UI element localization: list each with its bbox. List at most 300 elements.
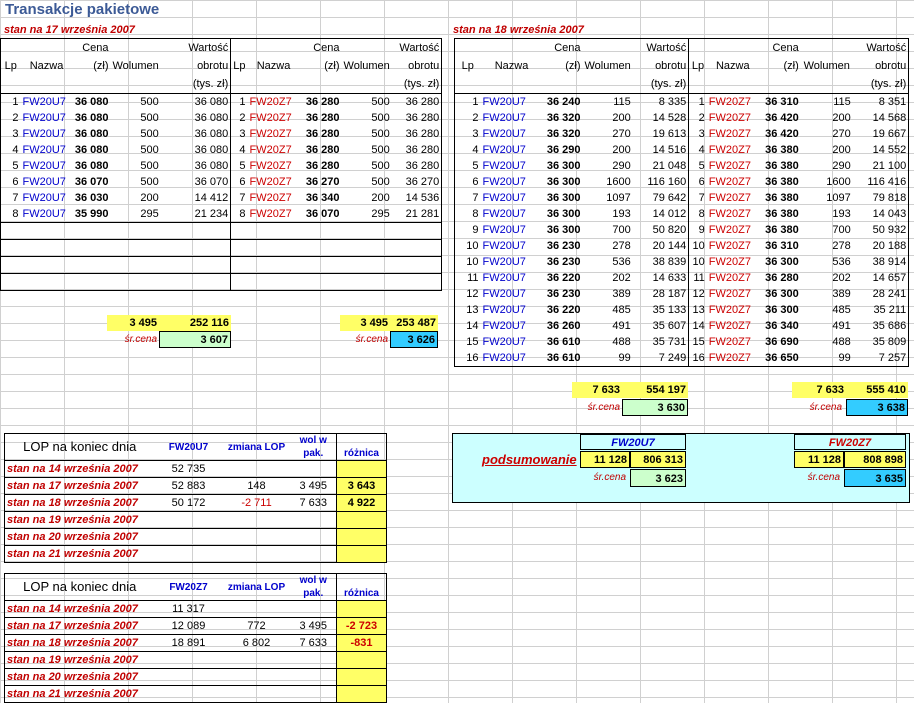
lop-volume [291, 652, 337, 669]
name-b: FW20Z7 [708, 272, 751, 284]
lp-a: 16 [455, 350, 481, 367]
value-a: 21 048 [652, 160, 687, 172]
lop-row [5, 529, 387, 546]
hdr-nazwa-b: Nazwa [256, 60, 291, 72]
lp-b: 14 [689, 318, 707, 334]
volume-a: 200 [612, 144, 631, 156]
hdr-zl: (zł) [93, 60, 109, 72]
empty-cell [161, 274, 231, 291]
value-b: 116 416 [853, 174, 909, 190]
volume-b: 1600 [826, 176, 851, 188]
lop-date: stan na 21 września 2007 [5, 686, 155, 703]
value-b: 14 552 [853, 142, 909, 158]
table-row [455, 206, 909, 222]
table-row [455, 190, 909, 206]
volume-a: 536 [612, 256, 631, 268]
name-b: FW20Z7 [708, 288, 751, 300]
name-a: FW20U7 [482, 192, 526, 204]
price-a: 36 300 [546, 176, 581, 188]
lp-a: 13 [455, 302, 481, 318]
volume-b: 200 [832, 144, 851, 156]
name-a: FW20U7 [482, 176, 526, 188]
r-hdr-wolumen-b: Wolumen [803, 60, 850, 72]
empty-cell [111, 223, 161, 240]
price-a: 36 240 [546, 96, 581, 108]
volume-a: 278 [612, 240, 631, 252]
table-row [1, 190, 442, 206]
price-b: 36 420 [765, 128, 799, 140]
name-a: FW20U7 [482, 304, 526, 316]
value-b: 21 281 [392, 206, 442, 223]
empty-cell [248, 257, 300, 274]
lop-date: stan na 20 września 2007 [5, 669, 155, 686]
lop1-title: LOP na koniec dnia [23, 439, 137, 454]
value-b: 79 818 [853, 190, 909, 206]
empty-cell [392, 240, 442, 257]
price-b: 36 340 [305, 192, 340, 204]
lop-change [223, 529, 291, 546]
value-a: 36 080 [194, 144, 229, 156]
lop2-wrap [4, 573, 387, 703]
volume-a: 500 [140, 176, 159, 188]
name-a: FW20U7 [482, 112, 526, 124]
lop2-title: LOP na koniec dnia [23, 579, 137, 594]
right-sr-b: 3 638 [846, 399, 908, 416]
value-b: 35 686 [853, 318, 909, 334]
lp-a: 7 [1, 190, 21, 206]
lop-date: stan na 17 września 2007 [5, 478, 155, 495]
price-a: 36 320 [546, 112, 581, 124]
volume-a: 1097 [606, 192, 631, 204]
lop-difference [337, 529, 387, 546]
empty-cell [111, 274, 161, 291]
value-a: 14 516 [652, 144, 687, 156]
left-trades-table [0, 38, 442, 291]
blank-row [1, 240, 442, 257]
hdr-lp-b: Lp [231, 57, 248, 75]
price-a: 36 290 [546, 144, 581, 156]
r-hdr-zl-b: (zł) [783, 60, 799, 72]
name-b: FW20Z7 [249, 192, 292, 204]
volume-a: 485 [612, 304, 631, 316]
empty-cell [231, 240, 248, 257]
left-sr-a: 3 607 [159, 331, 231, 348]
r-hdr-tys: (tys. zł) [633, 75, 689, 94]
lop-volume: 7 633 [291, 635, 337, 652]
volume-a: 389 [612, 288, 631, 300]
lop-row [5, 461, 387, 478]
empty-cell [21, 223, 73, 240]
value-b: 19 667 [853, 126, 909, 142]
value-b: 35 211 [853, 302, 909, 318]
value-a: 36 080 [194, 112, 229, 124]
value-a: 36 070 [194, 176, 229, 188]
hdr-obrotu: obrotu [197, 60, 229, 72]
price-b: 36 280 [305, 160, 340, 172]
volume-b: 536 [832, 256, 851, 268]
value-a: 8 335 [658, 96, 687, 108]
lop-difference: -2 723 [337, 618, 387, 635]
summary-val-b: 808 898 [844, 451, 906, 468]
volume-b: 295 [371, 208, 390, 220]
table-row [455, 270, 909, 286]
lp-b: 12 [689, 286, 707, 302]
right-sr-label-a: śr.cena [587, 402, 620, 413]
volume-a: 700 [612, 224, 631, 236]
hdr-cena-b: Cena [300, 39, 342, 58]
r-hdr-cena-b: Cena [759, 39, 801, 58]
lp-a: 10 [455, 254, 481, 270]
summary-vol-a: 11 128 [580, 451, 630, 468]
left-date: stan na 17 września 2007 [4, 24, 135, 36]
volume-a: 115 [613, 96, 631, 108]
price-b: 36 380 [765, 192, 799, 204]
lp-a: 3 [455, 126, 481, 142]
price-a: 36 080 [74, 112, 109, 124]
right-sr-label-b: śr.cena [809, 402, 842, 413]
price-b: 36 280 [305, 128, 340, 140]
lp-a: 1 [1, 94, 21, 111]
right-trades-table [454, 38, 909, 367]
empty-cell [300, 274, 342, 291]
table-row [455, 238, 909, 254]
volume-b: 500 [371, 160, 390, 172]
lp-b: 2 [689, 110, 707, 126]
lop-row [5, 546, 387, 563]
price-a: 36 610 [546, 336, 581, 348]
right-total-vol-a: 7 633 [572, 382, 622, 398]
table-row [1, 158, 442, 174]
right-total-vol-b: 7 633 [792, 382, 846, 398]
hdr-wolumen: Wolumen [112, 60, 159, 72]
name-b: FW20Z7 [708, 336, 751, 348]
lop-volume: 3 495 [291, 618, 337, 635]
lp-b: 1 [231, 94, 248, 111]
empty-cell [21, 274, 73, 291]
price-a: 36 080 [74, 96, 109, 108]
empty-cell [342, 223, 392, 240]
name-b: FW20Z7 [249, 160, 292, 172]
lp-b: 7 [689, 190, 707, 206]
name-b: FW20Z7 [708, 208, 751, 220]
hdr-tys-b: (tys. zł) [392, 75, 442, 94]
lp-a: 3 [1, 126, 21, 142]
lop2-table [4, 573, 387, 703]
empty-cell [73, 274, 111, 291]
right-total-val-b: 555 410 [846, 382, 908, 398]
empty-cell [248, 240, 300, 257]
lop-value [155, 686, 223, 703]
name-a: FW20U7 [482, 96, 526, 108]
name-b: FW20Z7 [708, 320, 751, 332]
name-b: FW20Z7 [708, 96, 751, 108]
lp-a: 2 [1, 110, 21, 126]
value-a: 14 633 [652, 272, 687, 284]
lop-date: stan na 19 września 2007 [5, 652, 155, 669]
volume-b: 500 [371, 96, 390, 108]
price-b: 36 280 [305, 96, 340, 108]
r-hdr-obrotu-b: obrotu [853, 57, 909, 75]
lp-a: 11 [455, 270, 481, 286]
lp-b: 10 [689, 238, 707, 254]
price-a: 36 220 [546, 272, 581, 284]
empty-cell [342, 257, 392, 274]
lop-row [5, 478, 387, 495]
name-a: FW20U7 [481, 350, 543, 367]
lp-a: 1 [455, 94, 481, 111]
name-a: FW20U7 [22, 128, 66, 140]
volume-a: 270 [612, 128, 631, 140]
value-a: 19 613 [652, 128, 687, 140]
value-a: 116 160 [647, 176, 687, 188]
lop-change [223, 461, 291, 478]
name-b: FW20Z7 [707, 350, 759, 367]
name-b: FW20Z7 [708, 192, 751, 204]
hdr-lp: Lp [1, 57, 21, 75]
table-row [1, 174, 442, 190]
volume-a: 1600 [606, 176, 631, 188]
table-row [455, 174, 909, 190]
lop-date: stan na 21 września 2007 [5, 546, 155, 563]
r-hdr-zl: (zł) [565, 60, 581, 72]
price-b: 36 380 [765, 144, 799, 156]
lop-row [5, 512, 387, 529]
name-b: FW20Z7 [708, 112, 751, 124]
empty-cell [1, 274, 21, 291]
name-a: FW20U7 [482, 160, 526, 172]
table-row [455, 94, 909, 111]
lop-value: 52 735 [155, 461, 223, 478]
table-row [455, 302, 909, 318]
value-b: 35 809 [853, 334, 909, 350]
lop-value: 52 883 [155, 478, 223, 495]
r-hdr-lp-b: Lp [689, 57, 707, 75]
price-a: 36 080 [74, 144, 109, 156]
volume-b: 491 [832, 320, 851, 332]
sheet-title: Transakcje pakietowe [5, 1, 160, 18]
price-b: 36 310 [765, 96, 799, 108]
lp-a: 7 [455, 190, 481, 206]
name-b: FW20Z7 [708, 160, 751, 172]
empty-cell [111, 240, 161, 257]
price-b: 36 280 [305, 144, 340, 156]
empty-cell [161, 223, 231, 240]
lop2-col-zmiana: zmiana LOP [227, 581, 286, 593]
value-b: 14 568 [853, 110, 909, 126]
value-a: 28 187 [652, 288, 687, 300]
price-b: 36 280 [305, 112, 340, 124]
r-hdr-obrotu: obrotu [655, 60, 687, 72]
price-b: 36 650 [759, 350, 801, 367]
value-a: 35 731 [652, 336, 687, 348]
price-b: 36 380 [765, 208, 799, 220]
name-b: FW20Z7 [708, 144, 751, 156]
blank-row [1, 223, 442, 240]
volume-b: 200 [832, 112, 851, 124]
lop-date: stan na 20 września 2007 [5, 529, 155, 546]
lop-volume: 7 633 [291, 495, 337, 512]
hdr-cena: Cena [73, 39, 111, 58]
lop-date: stan na 18 września 2007 [5, 635, 155, 652]
lp-a: 8 [455, 206, 481, 222]
lp-b: 6 [231, 174, 248, 190]
right-table-wrap [454, 38, 909, 367]
lop-value: 18 891 [155, 635, 223, 652]
name-a: FW20U7 [482, 208, 526, 220]
volume-a: 500 [140, 144, 159, 156]
lop-row [5, 652, 387, 669]
price-b: 36 300 [765, 304, 799, 316]
name-b: FW20Z7 [708, 224, 751, 236]
price-b: 36 300 [765, 288, 799, 300]
price-a: 36 300 [546, 192, 581, 204]
lop1-wrap [4, 433, 387, 563]
price-a: 36 230 [546, 256, 581, 268]
volume-a: 500 [140, 128, 159, 140]
lop-change [223, 512, 291, 529]
summary-sr-label-a: śr.cena [593, 472, 626, 483]
r-hdr-wartosc-b: Wartość [853, 39, 909, 58]
value-b: 36 280 [392, 94, 442, 111]
price-b: 36 380 [765, 224, 799, 236]
empty-cell [248, 274, 300, 291]
value-b: 36 280 [392, 110, 442, 126]
value-b: 7 257 [853, 350, 909, 367]
lop-volume [291, 529, 337, 546]
empty-cell [300, 223, 342, 240]
empty-cell [73, 240, 111, 257]
lp-b: 4 [689, 142, 707, 158]
lop-difference: -831 [337, 635, 387, 652]
lop-difference [337, 461, 387, 478]
name-a: FW20U7 [482, 224, 526, 236]
value-a: 38 839 [652, 256, 687, 268]
volume-a: 500 [140, 112, 159, 124]
name-b: FW20Z7 [708, 128, 751, 140]
lp-b: 6 [689, 174, 707, 190]
volume-b: 488 [832, 336, 851, 348]
value-b: 36 270 [392, 174, 442, 190]
empty-cell [1, 240, 21, 257]
left-total-vol-a: 3 495 [107, 315, 159, 331]
lop-volume: 3 495 [291, 478, 337, 495]
lop1-col-wol: wol w pak. [299, 435, 327, 459]
volume-b: 1097 [826, 192, 851, 204]
name-a: FW20U7 [482, 144, 526, 156]
blank-row [1, 274, 442, 291]
value-b: 8 351 [853, 94, 909, 111]
table-row [455, 334, 909, 350]
price-a: 36 610 [543, 350, 583, 367]
table-row [1, 126, 442, 142]
empty-cell [73, 257, 111, 274]
lop-volume [291, 546, 337, 563]
table-row [455, 286, 909, 302]
name-a: FW20U7 [482, 320, 526, 332]
lp-b: 5 [231, 158, 248, 174]
volume-a: 500 [140, 160, 159, 172]
name-a: FW20U7 [22, 96, 66, 108]
lop-change: 6 802 [223, 635, 291, 652]
lop-value [155, 652, 223, 669]
name-a: FW20U7 [22, 192, 66, 204]
right-sr-a: 3 630 [622, 399, 688, 416]
lop-date: stan na 18 września 2007 [5, 495, 155, 512]
table-row [1, 110, 442, 126]
left-total-val-a: 252 116 [159, 315, 231, 331]
lp-b: 13 [689, 302, 707, 318]
lop-value: 50 172 [155, 495, 223, 512]
lp-b: 5 [689, 158, 707, 174]
lop-row [5, 495, 387, 512]
price-a: 35 990 [74, 208, 109, 220]
value-a: 35 133 [652, 304, 687, 316]
volume-a: 202 [612, 272, 631, 284]
table-row [455, 126, 909, 142]
table-row [1, 206, 442, 223]
price-b: 36 300 [765, 256, 799, 268]
summary-label: podsumowanie [482, 452, 577, 467]
price-b: 36 070 [305, 208, 340, 220]
empty-cell [231, 223, 248, 240]
name-a: FW20U7 [22, 160, 66, 172]
r-hdr-cena: Cena [543, 39, 583, 58]
lop-value [155, 669, 223, 686]
lop1-col-roznica: różnica [337, 434, 387, 461]
lp-a: 6 [1, 174, 21, 190]
price-b: 36 420 [765, 112, 799, 124]
value-a: 14 528 [652, 112, 687, 124]
lop-value: 12 089 [155, 618, 223, 635]
lop-row [5, 669, 387, 686]
price-a: 36 080 [74, 160, 109, 172]
price-a: 36 320 [546, 128, 581, 140]
table-row [1, 94, 442, 111]
lp-a: 5 [1, 158, 21, 174]
lop-date: stan na 14 września 2007 [5, 601, 155, 618]
volume-b: 485 [832, 304, 851, 316]
lop-change [223, 669, 291, 686]
lp-a: 6 [455, 174, 481, 190]
name-a: FW20U7 [482, 272, 526, 284]
lop-volume [291, 601, 337, 618]
empty-cell [111, 257, 161, 274]
lop1-col-zmiana: zmiana LOP [227, 441, 286, 453]
name-a: FW20U7 [482, 128, 526, 140]
lop-row [5, 635, 387, 652]
lop-change: 772 [223, 618, 291, 635]
price-b: 36 280 [765, 272, 799, 284]
lop-difference [337, 512, 387, 529]
name-b: FW20Z7 [249, 96, 292, 108]
lp-a: 14 [455, 318, 481, 334]
value-b: 20 188 [853, 238, 909, 254]
value-b: 14 536 [392, 190, 442, 206]
lp-b: 8 [689, 206, 707, 222]
lp-b: 10 [689, 254, 707, 270]
lop1-col-name: FW20U7 [168, 441, 209, 453]
value-b: 14 657 [853, 270, 909, 286]
price-b: 36 380 [765, 160, 799, 172]
hdr-wolumen-b: Wolumen [343, 60, 390, 72]
price-a: 36 230 [546, 240, 581, 252]
volume-b: 200 [371, 192, 390, 204]
hdr-nazwa: Nazwa [29, 60, 64, 72]
r-hdr-wartosc: Wartość [633, 39, 689, 58]
empty-cell [1, 223, 21, 240]
empty-cell [300, 240, 342, 257]
lop-value [155, 529, 223, 546]
